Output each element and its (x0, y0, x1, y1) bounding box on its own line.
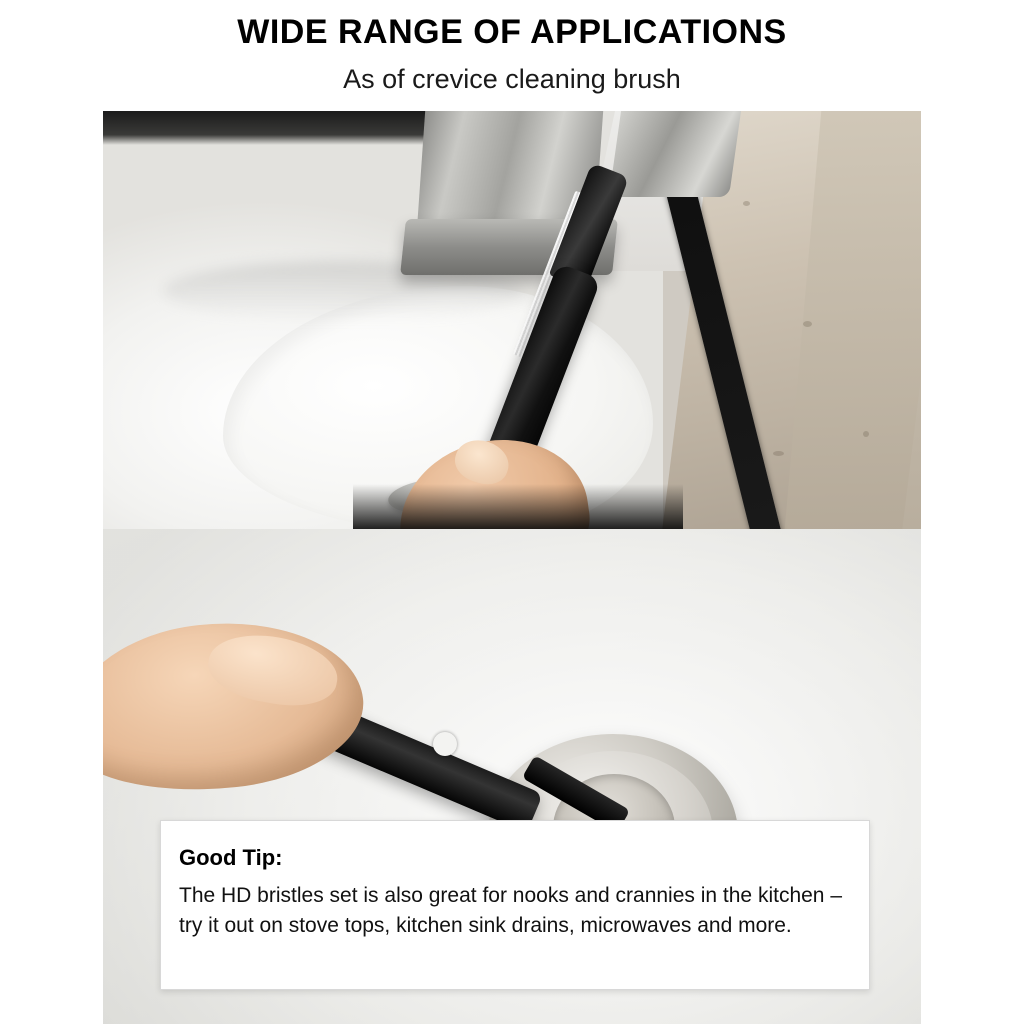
wall-speck (743, 201, 750, 206)
photo-sink-edge-crevice (103, 111, 921, 529)
wall-speck (863, 431, 869, 437)
dark-edge-top (103, 111, 433, 145)
brush-hang-hole (433, 732, 457, 756)
wall-speck (773, 451, 784, 456)
faucet-handle (609, 111, 741, 197)
wall-speck (803, 321, 812, 327)
tip-body: The HD bristles set is also great for nooks and crannies in the kitchen – try it out on stove tops, kitchen sink drains, microwaves and more. (179, 884, 842, 937)
page-subtitle: As of crevice cleaning brush (343, 64, 681, 95)
tip-title: Good Tip: (179, 845, 283, 870)
page-title: WIDE RANGE OF APPLICATIONS (237, 13, 787, 51)
good-tip-card (160, 820, 870, 990)
dark-edge-bottom (353, 484, 683, 529)
heading-block (0, 0, 1024, 95)
